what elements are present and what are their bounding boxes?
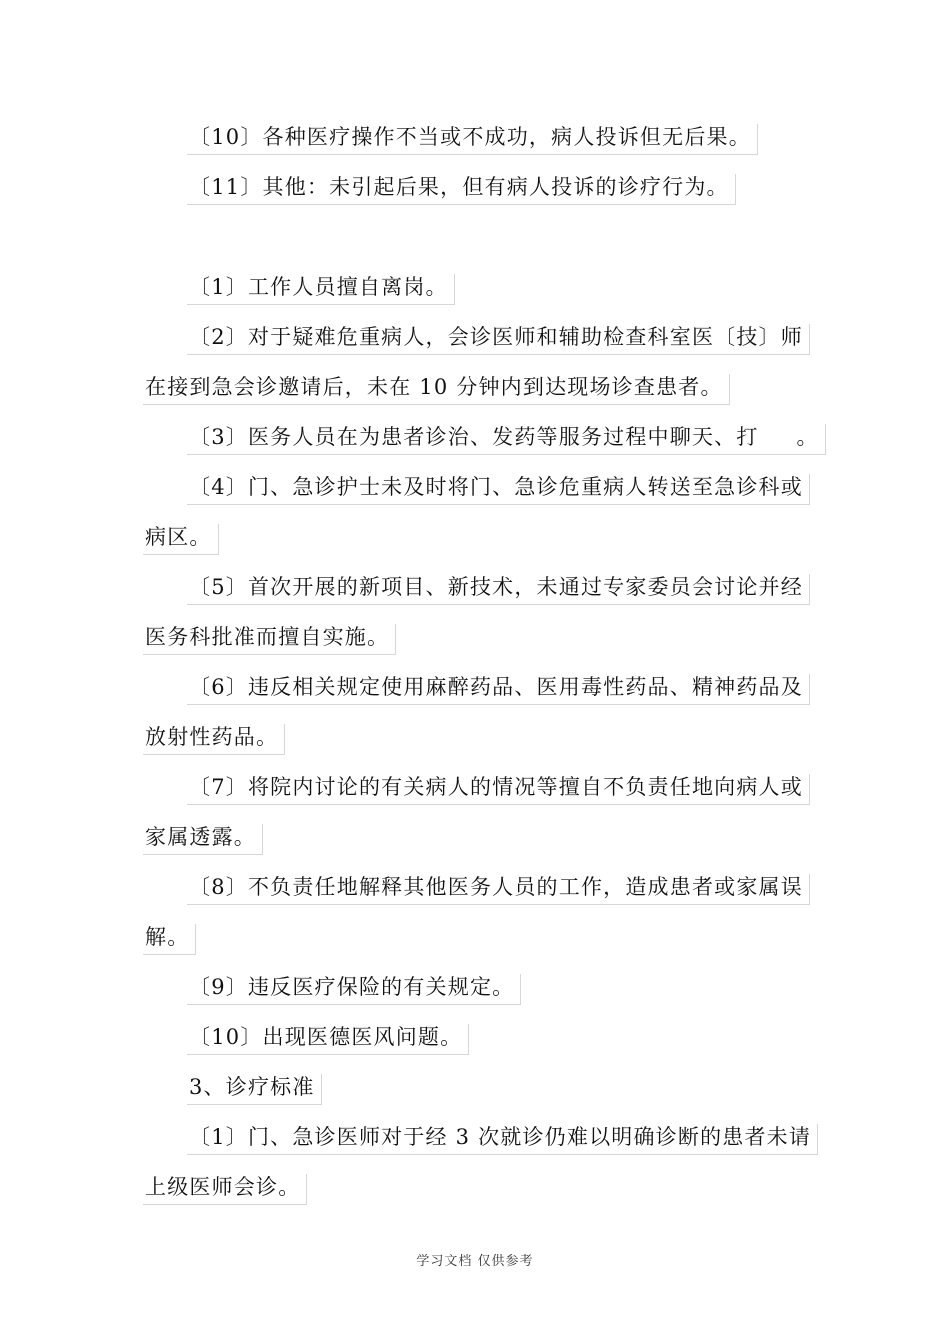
text-line: 〔5〕首次开展的新项目、新技术，未通过专家委员会讨论并经 [187,574,810,605]
text-line: 放射性药品。 [143,724,285,755]
text-line: 家属透露。 [143,824,263,855]
text-line: 解。 [143,924,196,955]
text-line: 〔1〕门、急诊医师对于经 3 次就诊仍难以明确诊断的患者未请 [187,1124,818,1155]
text-line: 〔9〕违反医疗保险的有关规定。 [187,974,521,1005]
text-line: 〔11〕其他：未引起后果，但有病人投诉的诊疗行为。 [187,174,736,205]
text-line: 上级医师会诊。 [143,1174,307,1205]
text-line: 〔1〕工作人员擅自离岗。 [187,274,455,305]
text-line: 〔6〕违反相关规定使用麻醉药品、医用毒性药品、精神药品及 [187,674,810,705]
page-footer: 学习文档 仅供参考 [416,1254,534,1269]
text-line: 〔10〕出现医德医风问题。 [187,1024,469,1055]
section-heading: 3、诊疗标准 [187,1074,322,1105]
text-line: 〔2〕对于疑难危重病人，会诊医师和辅助检查科室医〔技〕师 [187,324,810,355]
text-line: 〔8〕不负责任地解释其他医务人员的工作，造成患者或家属误 [187,874,810,905]
text-line: 〔10〕各种医疗操作不当或不成功，病人投诉但无后果。 [187,124,758,155]
text-line: 医务科批准而擅自实施。 [143,624,396,655]
text-line: 病区。 [143,524,219,555]
text-line: 〔3〕医务人员在为患者诊治、发药等服务过程中聊天、打 。 [187,424,826,455]
text-line: 〔4〕门、急诊护士未及时将门、急诊危重病人转送至急诊科或 [187,474,810,505]
text-line: 〔7〕将院内讨论的有关病人的情况等擅自不负责任地向病人或 [187,774,810,805]
text-line: 在接到急会诊邀请后，未在 10 分钟内到达现场诊查患者。 [143,374,730,405]
